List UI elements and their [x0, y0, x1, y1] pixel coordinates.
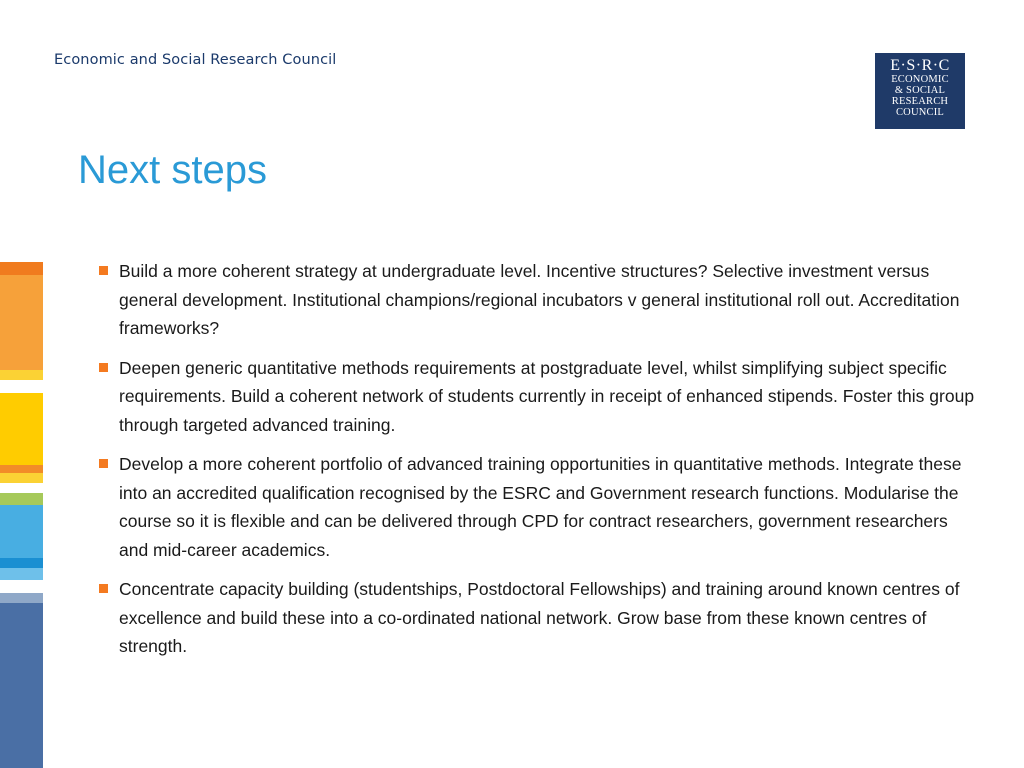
bullet-text: Concentrate capacity building (studentships, Postdoctoral Fellowships) and training around known centres of excellence and build these into a co-ordinated national network. Grow base from these known centres of strength.	[119, 579, 960, 656]
side-stripe	[0, 465, 43, 473]
logo-line: & SOCIAL	[894, 85, 946, 96]
organization-header: Economic and Social Research Council	[54, 52, 337, 68]
slide-title: Next steps	[78, 148, 267, 192]
side-stripe	[0, 275, 43, 370]
side-stripe	[0, 370, 43, 380]
logo-line: ECONOMIC	[891, 74, 949, 85]
bullet-text: Develop a more coherent portfolio of advanced training opportunities in quantitative methods. Integrate these into an accredited qualification recognised by the ESRC and Government research functions. Modularise the course so it is flexible and can be delivered through CPD for contract researchers, government researchers and mid-career academics.	[119, 454, 962, 560]
side-stripe	[0, 558, 43, 568]
bullet-item	[98, 575, 978, 661]
bullet-item	[98, 257, 978, 343]
side-stripe	[0, 262, 43, 275]
side-stripe	[0, 593, 43, 603]
bullet-square-icon	[99, 584, 108, 593]
side-stripe	[0, 568, 43, 580]
logo-line: RESEARCH	[891, 96, 949, 107]
esrc-logo	[875, 53, 965, 129]
side-stripe	[0, 493, 43, 505]
side-stripe	[0, 603, 43, 768]
bullet-item	[98, 354, 978, 440]
bullet-square-icon	[99, 266, 108, 275]
bullet-item	[98, 450, 978, 564]
logo-line: COUNCIL	[895, 107, 945, 118]
side-stripe	[0, 505, 43, 558]
side-stripe	[0, 473, 43, 483]
bullet-square-icon	[99, 363, 108, 372]
bullet-text: Build a more coherent strategy at undergraduate level. Incentive structures? Selective investment versus general development. Institutional champions/regional incubators v general institutional roll out. Accreditation frameworks?	[119, 261, 960, 338]
bullet-list	[98, 257, 978, 672]
logo-abbreviation: E·S·R·C	[890, 57, 950, 74]
side-stripe	[0, 393, 43, 465]
bullet-square-icon	[99, 459, 108, 468]
bullet-text: Deepen generic quantitative methods requirements at postgraduate level, whilst simplifying subject specific requirements. Build a coherent network of students currently in receipt of enhanced stipends. Foster this group through targeted advanced training.	[119, 357, 975, 435]
